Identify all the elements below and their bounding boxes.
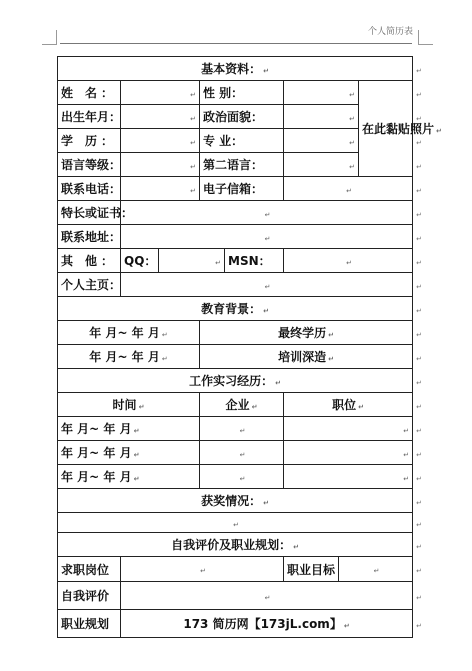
page-header: 个人简历表 (368, 27, 414, 37)
job-position-field[interactable]: ↵ (121, 557, 284, 582)
work-section-title: 工作实习经历： ↵ (58, 369, 413, 393)
msn-field[interactable]: ↵ (284, 249, 413, 273)
row-end-mark: ↵ (416, 621, 422, 630)
self-evaluation-field[interactable]: ↵ (121, 582, 413, 610)
corner-mark-top-left (42, 30, 57, 45)
row-end-mark: ↵ (416, 258, 422, 267)
second-language-field[interactable]: ↵ (284, 153, 359, 177)
specialty-label: 特长或证书： (58, 201, 121, 225)
homepage-label: 个人主页： (58, 273, 121, 297)
homepage-field[interactable]: ↵ (121, 273, 413, 297)
job-position-label: 求职岗位 (58, 557, 121, 582)
phone-field[interactable]: ↵ (121, 177, 200, 201)
email-label: 电子信箱： (200, 177, 284, 201)
row-end-mark: ↵ (416, 306, 422, 315)
education-date-2[interactable]: 年 月~ 年 月 ↵ (58, 345, 200, 369)
education-label: 学 历： (58, 129, 121, 153)
row-end-mark: ↵ (416, 330, 422, 339)
final-education-label: 最终学历 ↵ (200, 321, 413, 345)
education-section-title: 教育背景： ↵ (58, 297, 413, 321)
career-goal-field[interactable]: ↵ (339, 557, 413, 582)
address-field[interactable]: ↵ (121, 225, 413, 249)
row-end-mark: ↵ (416, 354, 422, 363)
msn-label: MSN： (225, 249, 284, 273)
work-col-position: 职位 ↵ (284, 393, 413, 417)
photo-placeholder[interactable]: 在此黏贴照片 ↵ (359, 81, 413, 177)
phone-label: 联系电话： (58, 177, 121, 201)
row-end-mark: ↵ (416, 162, 422, 171)
name-field[interactable]: ↵ (121, 81, 200, 105)
header-rule (60, 43, 412, 44)
resume-form (57, 56, 442, 638)
qq-label: QQ： (121, 249, 159, 273)
major-label: 专 业： (200, 129, 284, 153)
second-language-label: 第二语言： (200, 153, 284, 177)
row-end-mark: ↵ (416, 210, 422, 219)
politics-field[interactable]: ↵ (284, 105, 359, 129)
row-end-mark: ↵ (416, 450, 422, 459)
row-end-mark: ↵ (416, 282, 422, 291)
work-company-3[interactable]: ↵ (200, 465, 284, 489)
row-end-mark: ↵ (416, 90, 422, 99)
work-position-2[interactable]: ↵ (284, 441, 413, 465)
row-end-mark: ↵ (416, 234, 422, 243)
politics-label: 政治面貌： (200, 105, 284, 129)
language-level-field[interactable]: ↵ (121, 153, 200, 177)
work-date-2[interactable]: 年 月~ 年 月 ↵ (58, 441, 200, 465)
birth-label: 出生年月： (58, 105, 121, 129)
work-date-1[interactable]: 年 月~ 年 月 ↵ (58, 417, 200, 441)
career-plan-label: 职业规划 (58, 610, 121, 638)
basic-info-section-title: 基本资料： ↵ (58, 57, 413, 81)
row-end-mark: ↵ (416, 114, 422, 123)
row-end-mark: ↵ (416, 378, 422, 387)
work-col-time: 时间 ↵ (58, 393, 200, 417)
further-training-label: 培训深造 ↵ (200, 345, 413, 369)
major-field[interactable]: ↵ (284, 129, 359, 153)
row-end-mark: ↵ (416, 402, 422, 411)
self-eval-section-title: 自我评价及职业规划： ↵ (58, 533, 413, 557)
row-end-mark: ↵ (416, 474, 422, 483)
row-end-mark: ↵ (416, 593, 422, 602)
row-end-mark: ↵ (416, 186, 422, 195)
work-col-company: 企业 ↵ (200, 393, 284, 417)
gender-field[interactable]: ↵ (284, 81, 359, 105)
row-end-mark: ↵ (416, 138, 422, 147)
work-company-1[interactable]: ↵ (200, 417, 284, 441)
work-position-1[interactable]: ↵ (284, 417, 413, 441)
name-label: 姓 名： (58, 81, 121, 105)
awards-section-title: 获奖情况： ↵ (58, 489, 413, 513)
work-company-2[interactable]: ↵ (200, 441, 284, 465)
row-end-mark: ↵ (416, 426, 422, 435)
work-position-3[interactable]: ↵ (284, 465, 413, 489)
birth-field[interactable]: ↵ (121, 105, 200, 129)
gender-label: 性 别： (200, 81, 284, 105)
education-field[interactable]: ↵ (121, 129, 200, 153)
other-label: 其 他： (58, 249, 121, 273)
career-goal-label: 职业目标 (284, 557, 339, 582)
specialty-field[interactable]: ↵ (121, 201, 413, 225)
corner-mark-top-right (418, 30, 433, 45)
self-evaluation-label: 自我评价 (58, 582, 121, 610)
language-level-label: 语言等级： (58, 153, 121, 177)
career-plan-field[interactable]: 173 简历网【173jL.com】 ↵ (121, 610, 413, 638)
row-end-mark: ↵ (416, 567, 422, 575)
awards-field[interactable]: ↵ (58, 513, 413, 533)
qq-field[interactable]: ↵ (159, 249, 225, 273)
education-date-1[interactable]: 年 月~ 年 月 ↵ (58, 321, 200, 345)
row-end-mark: ↵ (416, 520, 422, 529)
address-label: 联系地址： (58, 225, 121, 249)
row-end-mark: ↵ (416, 66, 422, 75)
row-end-mark: ↵ (416, 542, 422, 551)
email-field[interactable]: ↵ (284, 177, 413, 201)
work-date-3[interactable]: 年 月~ 年 月 ↵ (58, 465, 200, 489)
row-end-mark: ↵ (416, 498, 422, 507)
